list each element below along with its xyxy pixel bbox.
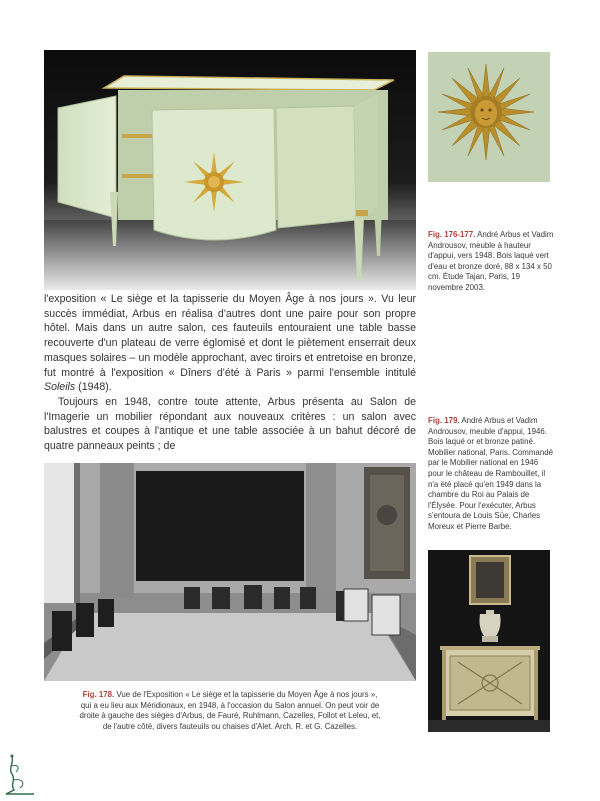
body-paragraph-1-end: (1948). (75, 381, 112, 394)
caption-fig-178 (78, 690, 382, 732)
body-paragraph-1 (44, 292, 416, 395)
exhibition-room-photo (44, 463, 416, 681)
caption-fig-176-177 (428, 230, 554, 294)
caption-fig-179-text: André Arbus et Vadim Androusov, meuble d'appui, 1946. Bois laqué or et bronze patiné. Mobilier national, Paris. Commandé par le Mobilier national en 1946 pour le château de Rambouillet, il n'a été placé qu'en 1949 dans la chambre du Roi au Palais de l'Élysée. Pour l'exécuter, Arbus s'entoura de Louis Süe, Charles Moreux et Pierre Barbe. (428, 416, 553, 531)
cabinet-photo (44, 50, 416, 290)
caption-fig-178-text: Vue de l'Exposition « Le siège et la tapisserie du Moyen Âge à nos jours », qui a eu lieu aux Méridionaux, en 1948, à l'occasion du Salon annuel. On peut voir de droite à gauche des sièges d'Arbus, de Fauré, Ruhlmann, Cazelles, Follot et Leleu, et, de l'autre côté, divers fauteuils ou chaises d'Alet. Arch. R. et G. Cazelles. (79, 690, 381, 731)
sun-detail-photo (428, 52, 550, 182)
body-paragraph-1-italic: Soleils (44, 381, 76, 394)
body-text (44, 292, 416, 454)
corner-ornament-icon (4, 754, 38, 796)
caption-fig-179-label: Fig. 179. (428, 416, 460, 425)
body-paragraph-1-text: l'exposition « Le siège et la tapisserie du Moyen Âge à nos jours ». Vu leur succès immédiat, Arbus en réalisa d'autres dont une paire pour son propre hôtel. Mais dans un autre salon, ces fauteuils entouraient une table basse recouverte d'un plateau de verre églomisé et dont le piètement enserrait deux masques solaires – un modèle approchant, avec tiroirs et entretoise en bronze, fut montré à l'exposition « Dîners d'été à Paris » parmi l'ensemble intitulé (44, 293, 416, 379)
gilt-cabinet-photo (428, 550, 550, 732)
caption-fig-178-label: Fig. 178. (82, 690, 115, 699)
caption-fig-176-label: Fig. 176-177. (428, 230, 476, 239)
body-paragraph-2: Toujours en 1948, contre toute attente, Arbus présenta au Salon de l'Imagerie un mobilier répondant aux nouveaux critères : un salon avec balustres et coupes à l'antique et une table associée à un bahut décoré de quatre panneaux peints ; de (44, 395, 416, 453)
caption-fig-179 (428, 416, 554, 533)
caption-fig-176-text: André Arbus et Vadim Androusov, meuble à hauteur d'appui, vers 1948. Bois laqué vert d'eau et bronze doré, 88 x 134 x 50 cm. Étude Tajan, Paris, 19 novembre 2003. (428, 230, 554, 292)
